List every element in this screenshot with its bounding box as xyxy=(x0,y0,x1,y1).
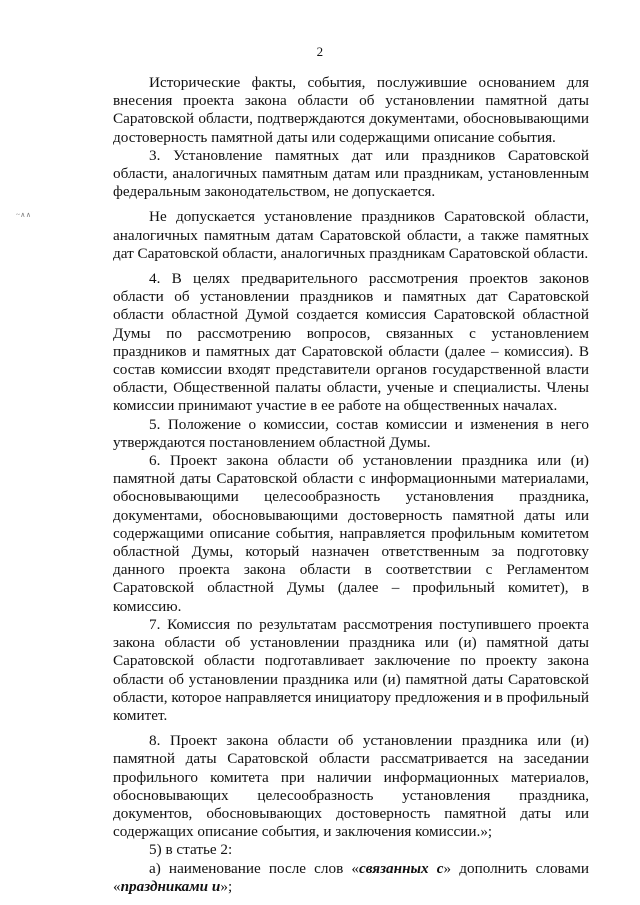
paragraph-not-allowed: Не допускается установление праздников Саратовской области, аналогичных памятным датам Саратовской области, а также памятных дат Саратовской области, аналогичных праздникам Саратовской области. xyxy=(113,208,589,262)
paragraph-item-4: 4. В целях предварительного рассмотрения проектов законов области об установлении праздников и памятных дат Саратовской области областной Думой создается комиссия Саратовской областной Думы по рассмотрению вопросов, связанных с установлением праздников и памятных дат Саратовской области (далее – комиссия). В состав комиссии входят представители органов государственной власти области, Общественной палаты области, ученые и специалисты. Члены комиссии принимают участие в ее работе на общественных началах. xyxy=(113,270,589,415)
paragraph-item-8: 8. Проект закона области об установлении праздника или (и) памятной даты Саратовской области рассматривается на заседании профильного комитета при наличии информационных материалов, обосновывающих целесообразность установления праздника, документов, обосновывающих достоверность памятной даты или содержащих описание события, и заключения комиссии.»; xyxy=(113,732,589,841)
amendment-text-middle: » дополнить словами « xyxy=(113,859,589,895)
paragraph-historical-facts: Исторические факты, события, послужившие основанием для внесения проекта закона области об установлении памятной даты Саратовской области, подтверждаются документами, обосновывающими достоверность памятной даты или содержащими описание события. xyxy=(113,74,589,146)
amendment-text-start: а) наименование после слов « xyxy=(149,859,359,877)
amendment-quoted-words-2: праздниками и xyxy=(120,877,221,895)
paragraph-item-6: 6. Проект закона области об установлении праздника или (и) памятной даты Саратовской области с информационными материалами, обосновывающими целесообразность установления праздника, документами, обосновывающими достоверность памятной даты или содержащими описание события, направляется профильным комитетом областной Думы, который назначен ответственным за подготовку данного проекта закона области в соответствии с Регламентом Саратовской областной Думы (далее – профильный комитет), в комиссию. xyxy=(113,452,589,615)
amendment-quoted-words-1: связанных с xyxy=(358,859,444,877)
paragraph-amendment-a xyxy=(113,860,589,896)
page-number: 2 xyxy=(316,44,324,59)
paragraph-article-2: 5) в статье 2: xyxy=(149,841,233,859)
paragraph-item-3: 3. Установление памятных дат или праздников Саратовской области, аналогичных памятным датам или праздникам, установленным федеральным законодательством, не допускается. xyxy=(113,146,589,201)
paragraph-item-7: 7. Комиссия по результатам рассмотрения поступившего проекта закона области об установлении праздника или (и) памятной даты Саратовской области подготавливает заключение по проекту закона области об установлении праздника или (и) памятной даты Саратовской области, которое направляется инициатору предложения и в профильный комитет. xyxy=(113,615,589,724)
margin-scribble: ~∧∧ xyxy=(16,211,32,219)
document-body xyxy=(113,74,589,896)
amendment-text-end: »; xyxy=(220,877,233,895)
paragraph-item-5: 5. Положение о комиссии, состав комиссии и изменения в него утверждаются постановлением областной Думы. xyxy=(113,415,589,451)
